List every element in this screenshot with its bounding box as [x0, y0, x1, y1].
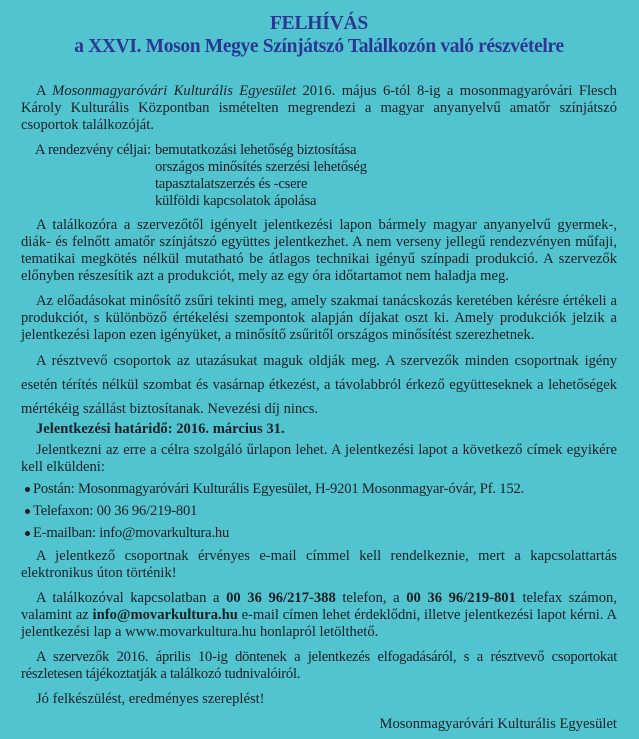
goal-item: országos minősítés szerzési lehetőség — [154, 159, 367, 175]
page-title: FELHÍVÁS — [269, 13, 369, 34]
goals-list — [21, 142, 617, 210]
address-item-post — [25, 481, 617, 498]
signature: Mosonmagyaróvári Kulturális Egyesület — [379, 716, 617, 732]
address-text: E-mailban: info@movarkultura.hu — [33, 525, 230, 541]
contact-text: telefon, a — [335, 590, 407, 606]
apply-paragraph: Jelentkezni az erre a célra szolgáló űrlapon lehet. A jelentkezési lapot a következő címek egyikére kell elküldeni: — [21, 442, 617, 475]
organization-name: Mosonmagyaróvári Kulturális Egyesület — [52, 83, 297, 99]
decision-paragraph: A szervezők 2016. április 10-ig döntenek a jelentkezés elfogadásáról, s a résztvevő csoportokat részletesen tájékoztatják a találkozó tudnivalóiról. — [21, 649, 617, 682]
bullet-icon — [25, 509, 30, 514]
intro-paragraph — [21, 83, 617, 134]
address-list — [21, 481, 617, 542]
contact-phone: 00 36 96/217-388 — [226, 590, 336, 606]
travel-paragraph: A résztvevő csoportok az utazásukat maguk oldják meg. A szervezők minden csoportnak igény esetén térítés nélkül szombat és vasárnap étkezést, a távolabbról érkező együtteseknek a lehetőségek mértékéig szállást biztosítanak. Nevezési díj nincs. — [21, 353, 617, 417]
goals-label: A rendezvény céljai: — [35, 142, 151, 158]
goal-item: bemutatkozási lehetőség biztosítása — [154, 142, 357, 158]
address-text: Telefaxon: 00 36 96/219-801 — [33, 503, 198, 519]
address-item-email — [25, 525, 617, 542]
address-item-fax — [25, 503, 617, 520]
contact-fax: 00 36 96/219-801 — [406, 590, 516, 606]
contact-text: telefax számon, valamint az — [21, 590, 617, 623]
deadline: Jelentkezési határidő: 2016. március 31. — [36, 421, 285, 437]
contact-text: e-mail címen lehet érdeklődni, illetve jelentkezési lapot kérni. A jelentkezési lap a www.movarkultura.hu honlapról letölthető. — [21, 607, 617, 640]
intro-text: 2016. május 6-tól 8-ig a mosonmagyaróvári Flesch Károly Kulturális Központban ismételten megrendezi a magyar anyanyelvű amatőr színjátszó csoportok találkozóját. — [21, 83, 617, 133]
jury-paragraph: Az előadásokat minősítő zsűri tekinti meg, amely szakmai tanácskozás keretében kérésre értékeli a produkciót, s különböző értékelési szempontok alapján díjakat oszt ki. Amely produkciók jelzik a jelentkezési lapon ezen igényüket, a minősítő zsűritől országos minősítést szerezhetnek. — [21, 293, 617, 343]
email-required-paragraph: A jelentkező csoportnak érvényes e-mail címmel kell rendelkeznie, mert a kapcsolattartás elektronikus úton történik! — [21, 548, 617, 581]
closing-line: Jó felkészülést, eredményes szereplést! — [36, 691, 265, 707]
goal-item: tapasztalatszerzés és -csere — [154, 176, 308, 192]
bullet-icon — [25, 487, 30, 492]
page-subtitle: a XXVI. Moson Megye Színjátszó Találkozón való részvételre — [74, 36, 564, 57]
contact-email: info@movarkultura.hu — [92, 607, 238, 623]
contact-paragraph — [21, 590, 617, 641]
header — [21, 12, 617, 58]
contact-text: A találkozóval kapcsolatban a — [36, 590, 227, 606]
bullet-icon — [25, 531, 30, 536]
eligibility-paragraph: A találkozóra a szervezőtől igényelt jelentkezési lapon bármely magyar anyanyelvű gyermek-, diák- és felnőtt amatőr színjátszó együttes jelentkezhet. A nem verseny jellegű rendezvényen műfaji, tematikai megkötés nélkül mutatható be átlagos technikai igényű színpadi produkció. A szervezők előnyben részesítik azt a produkciót, mely az egy óra időtartamot nem haladja meg. — [21, 217, 617, 284]
intro-prefix: A — [36, 83, 53, 99]
document-body — [21, 83, 617, 733]
goal-item: külföldi kapcsolatok ápolása — [154, 193, 317, 209]
address-text: Postán: Mosonmagyaróvári Kulturális Egyesület, H-9201 Mosonmagyar-óvár, Pf. 152. — [33, 481, 524, 497]
